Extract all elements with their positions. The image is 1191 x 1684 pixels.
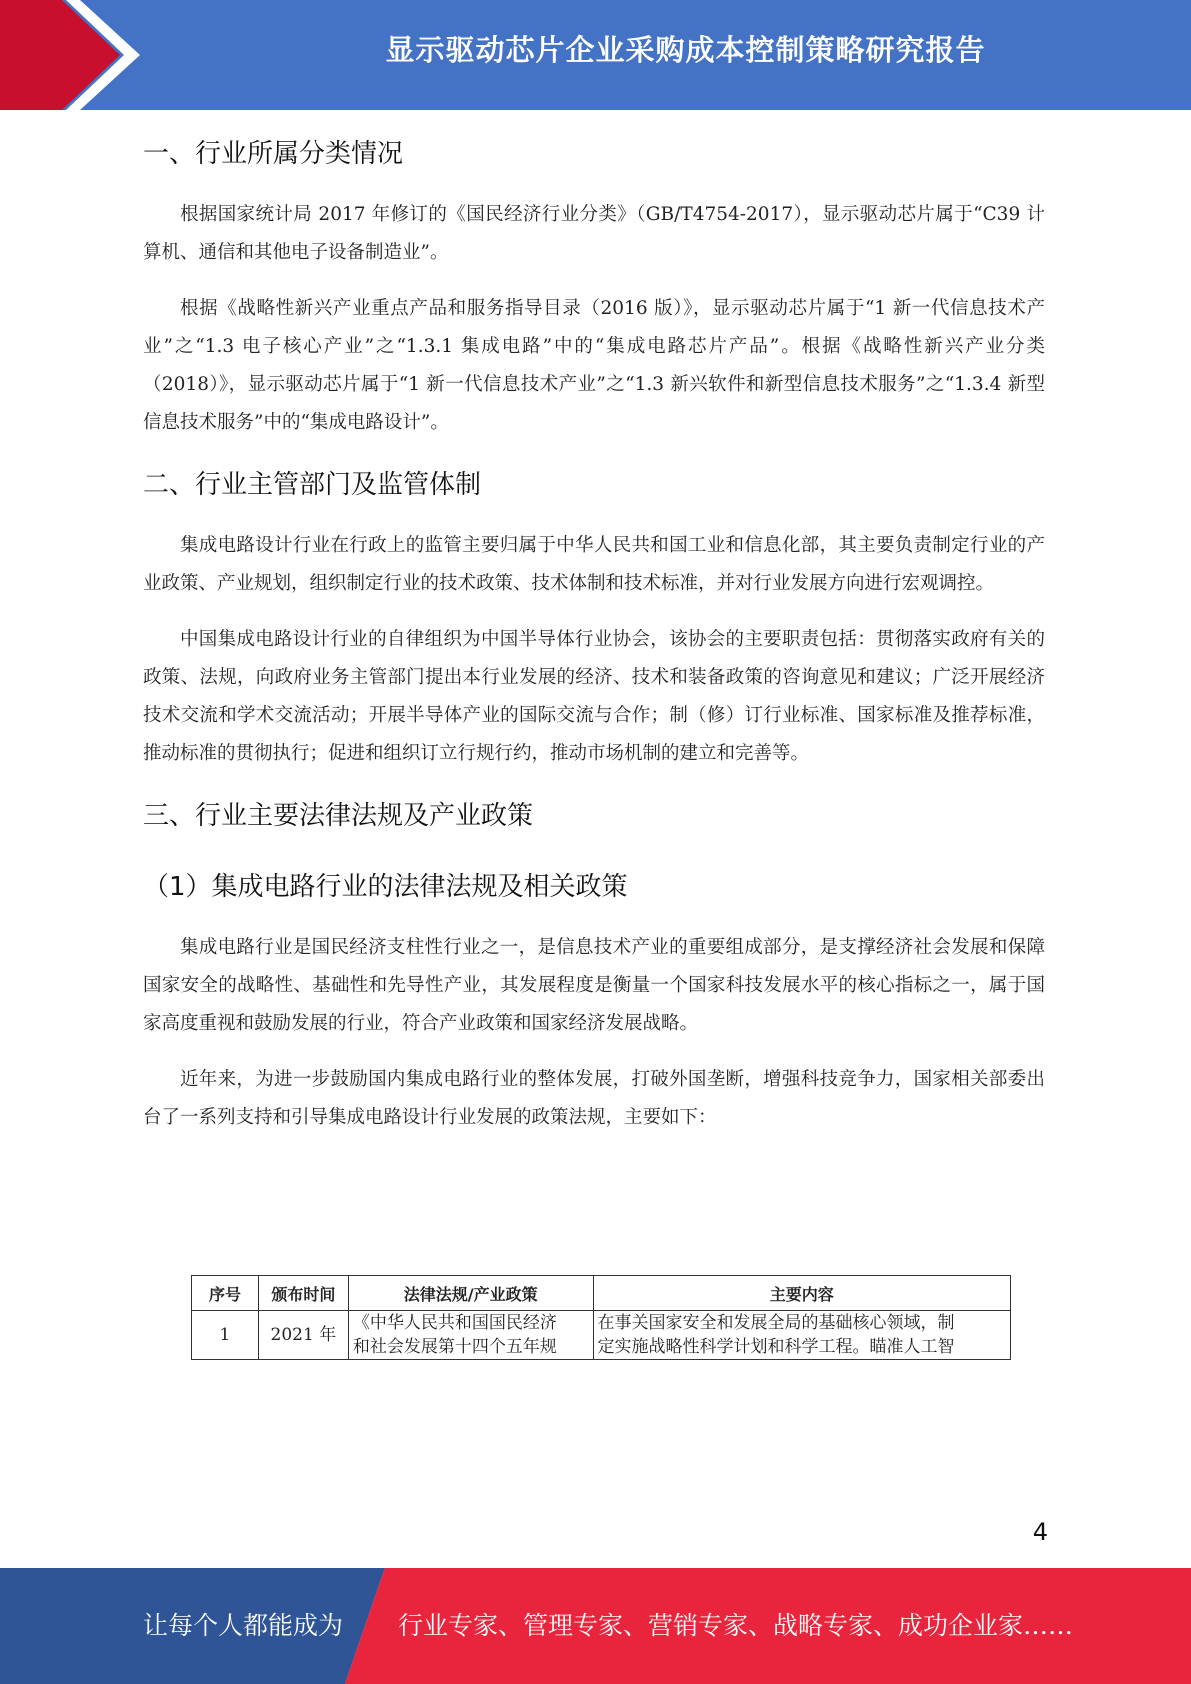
page-footer [0,1568,1191,1684]
cell-no: 1 [192,1311,259,1360]
paragraph: 根据《战略性新兴产业重点产品和服务指导目录（2016 版）》，显示驱动芯片属于“1 新一代信息技术产业”之“1.3 电子核心产业”之“1.3.1 集成电路”中的“集成电路芯片产品”。根据《战略性新兴产业分类（2018）》，显示驱动芯片属于“1 新一代信息技术产业”之“1.3 新兴软件和新型信息技术服务”之“1.3.4 新型信息技术服务”中的“集成电路设计”。 [143,298,1045,433]
footer-slogan-left: 让每个人都能成为 [143,1611,344,1640]
paragraph: 集成电路设计行业在行政上的监管主要归属于中华人民共和国工业和信息化部，其主要负责制定行业的产业政策、产业规划，组织制定行业的技术政策、技术体制和技术标准，并对行业发展方向进行宏观调控。 [143,535,1045,594]
page-header [0,0,1191,110]
col-header-policy: 法律法规/产业政策 [348,1276,593,1311]
cell-policy-line: 《中华人民共和国国民经济 [352,1313,557,1333]
main-content [143,120,1045,1137]
cell-content [593,1311,1010,1360]
section-heading-2: 二、行业主管部门及监管体制 [143,470,482,500]
col-header-no: 序号 [192,1276,259,1311]
cell-content-line: 定实施战略性科学计划和科学工程。瞄准人工智 [597,1337,955,1357]
footer-slogan-right: 行业专家、管理专家、营销专家、战略专家、成功企业家…… [398,1611,1074,1640]
policy-table [191,1275,1011,1360]
table-row [192,1311,1011,1360]
section-heading-1: 一、行业所属分类情况 [143,139,404,169]
cell-content-line: 在事关国家安全和发展全局的基础核心领域，制 [597,1313,955,1333]
header-arrow-decoration [0,0,200,110]
cell-policy-line: 和社会发展第十四个五年规 [352,1337,557,1357]
col-header-content: 主要内容 [593,1276,1010,1311]
paragraph: 集成电路行业是国民经济支柱性行业之一，是信息技术产业的重要组成部分，是支撑经济社会发展和保障国家安全的战略性、基础性和先导性产业，其发展程度是衡量一个国家科技发展水平的核心指标之一，属于国家高度重视和鼓励发展的行业，符合产业政策和国家经济发展战略。 [143,937,1045,1034]
cell-date: 2021 年 [258,1311,348,1360]
paragraph: 根据国家统计局 2017 年修订的《国民经济行业分类》（GB/T4754-2017），显示驱动芯片属于“C39 计算机、通信和其他电子设备制造业”。 [143,204,1045,263]
subsection-heading: （1）集成电路行业的法律法规及相关政策 [143,872,628,902]
table-header-row [192,1276,1011,1311]
section-heading-3: 三、行业主要法律法规及产业政策 [143,801,534,831]
paragraph: 近年来，为进一步鼓励国内集成电路行业的整体发展，打破外国垄断，增强科技竞争力，国家相关部委出台了一系列支持和引导集成电路设计行业发展的政策法规，主要如下： [143,1069,1045,1128]
paragraph: 中国集成电路设计行业的自律组织为中国半导体行业协会，该协会的主要职责包括：贯彻落实政府有关的政策、法规，向政府业务主管部门提出本行业发展的经济、技术和装备政策的咨询意见和建议；广泛开展经济技术交流和学术交流活动；开展半导体产业的国际交流与合作；制（修）订行业标准、国家标准及推荐标准，推动标准的贯彻执行；促进和组织订立行规行约，推动市场机制的建立和完善等。 [143,629,1045,764]
col-header-date: 颁布时间 [258,1276,348,1311]
page-number: 4 [1032,1518,1048,1546]
cell-policy [348,1311,593,1360]
header-title: 显示驱动芯片企业采购成本控制策略研究报告 [385,33,986,67]
